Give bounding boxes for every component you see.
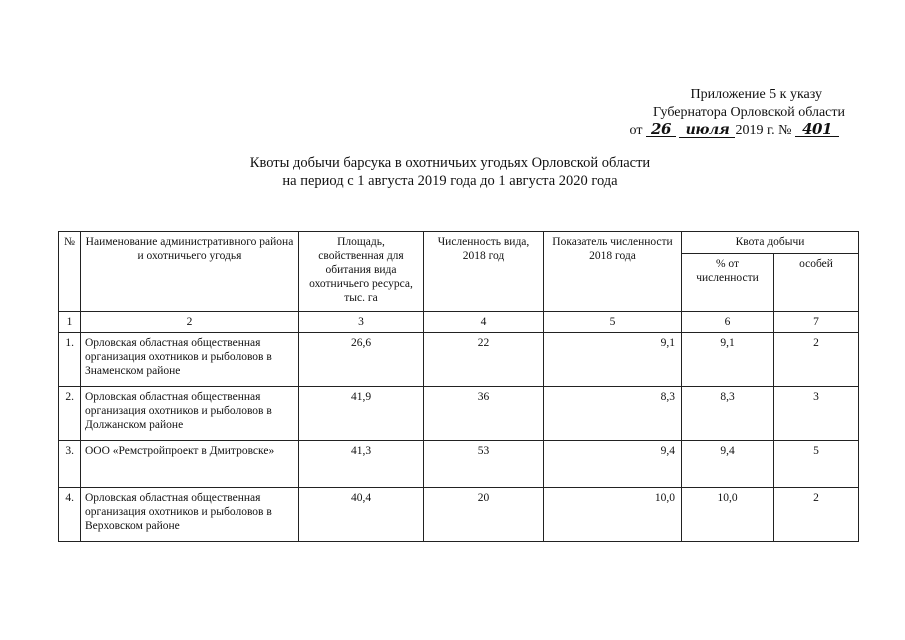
column-number: 4 (424, 312, 544, 333)
column-number: 2 (81, 312, 299, 333)
row-quota-count: 2 (774, 488, 859, 542)
column-number: 1 (59, 312, 81, 333)
column-number: 7 (774, 312, 859, 333)
row-quota-percent: 9,1 (682, 333, 774, 387)
appendix-line-title: Приложение 5 к указу (690, 87, 822, 102)
header-num: № (59, 232, 81, 312)
header-population: Численность вида, 2018 год (424, 232, 544, 312)
row-quota-percent: 8,3 (682, 387, 774, 441)
column-number: 6 (682, 312, 774, 333)
row-area: 41,3 (299, 441, 424, 488)
title-line-1: Квоты добычи барсука в охотничьих угодьях Орловской области (249, 155, 651, 171)
title-line-2: на период с 1 августа 2019 года до 1 августа 2020 года (282, 173, 618, 189)
column-number: 3 (299, 312, 424, 333)
row-name: ООО «Ремстройпроект в Дмитровске» (81, 441, 299, 488)
row-quota-percent: 10,0 (682, 488, 774, 542)
header-quota-percent: % от численности (682, 254, 774, 312)
date-year-label: 2019 г. № (735, 123, 792, 138)
quota-table (58, 231, 859, 542)
header-quota-count: особей (774, 254, 859, 312)
row-population: 53 (424, 441, 544, 488)
row-quota-count: 5 (774, 441, 859, 488)
appendix-line-date (560, 122, 845, 140)
row-area: 40,4 (299, 488, 424, 542)
row-population: 22 (424, 333, 544, 387)
column-number: 5 (544, 312, 682, 333)
row-num: 2. (59, 387, 81, 441)
header-quota: Квота добычи (682, 232, 859, 254)
header-area: Площадь, свойственная для обитания вида охотничьего ресурса, тыс. га (299, 232, 424, 312)
row-area: 26,6 (299, 333, 424, 387)
handwritten-month: июля (679, 123, 735, 138)
row-indicator: 9,1 (544, 333, 682, 387)
document-title (140, 154, 760, 190)
table-header-row (59, 232, 859, 254)
header-name: Наименование административного района и охотничьего угодья (81, 232, 299, 312)
row-area: 41,9 (299, 387, 424, 441)
table-row (59, 441, 859, 488)
row-indicator: 8,3 (544, 387, 682, 441)
row-indicator: 10,0 (544, 488, 682, 542)
row-name: Орловская областная общественная организация охотников и рыболовов в Знаменском районе (81, 333, 299, 387)
row-name: Орловская областная общественная организация охотников и рыболовов в Должанском районе (81, 387, 299, 441)
row-name: Орловская областная общественная организация охотников и рыболовов в Верховском районе (81, 488, 299, 542)
table-row (59, 488, 859, 542)
row-quota-count: 3 (774, 387, 859, 441)
handwritten-day: 26 (646, 122, 676, 137)
table-row (59, 333, 859, 387)
header-indicator: Показатель численности 2018 года (544, 232, 682, 312)
row-quota-percent: 9,4 (682, 441, 774, 488)
appendix-header (560, 86, 845, 140)
row-quota-count: 2 (774, 333, 859, 387)
table-row (59, 387, 859, 441)
column-number-row (59, 312, 859, 333)
appendix-line-governor: Губернатора Орловской области (652, 105, 845, 120)
row-num: 3. (59, 441, 81, 488)
date-prefix: от (629, 123, 643, 138)
handwritten-decree-number: 401 (795, 122, 839, 137)
row-population: 36 (424, 387, 544, 441)
row-num: 1. (59, 333, 81, 387)
row-population: 20 (424, 488, 544, 542)
row-indicator: 9,4 (544, 441, 682, 488)
row-num: 4. (59, 488, 81, 542)
